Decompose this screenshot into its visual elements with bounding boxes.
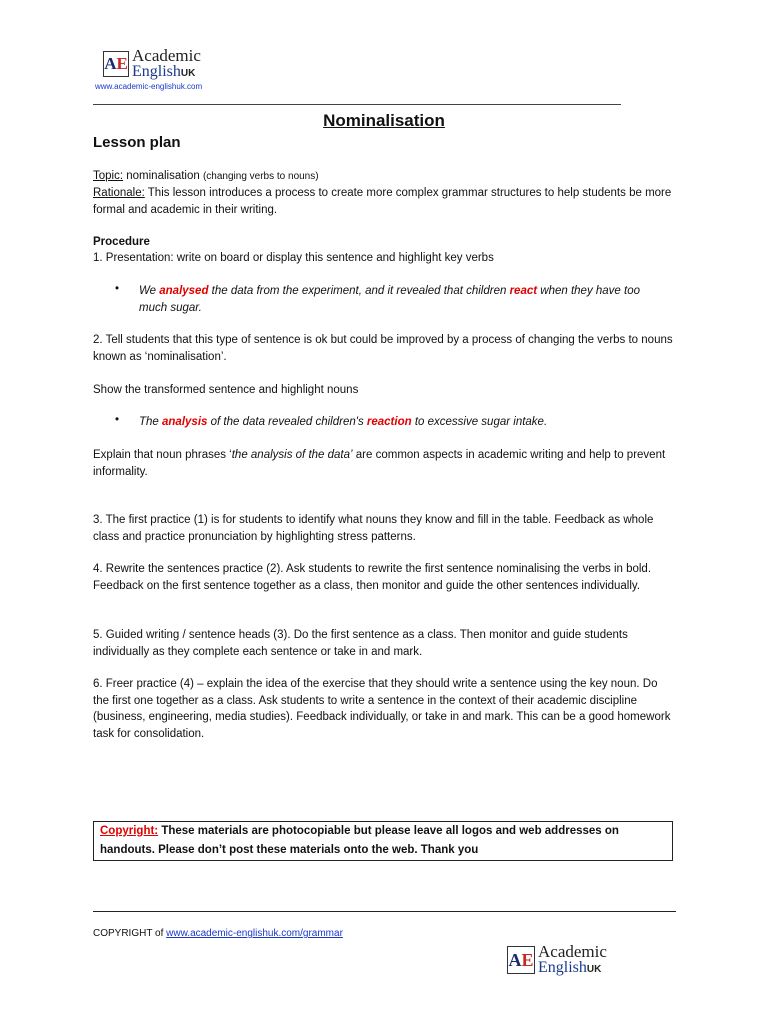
step-2: 2. Tell students that this type of sentence is ok but could be improved by a process of changing the verbs to nouns known as ‘nominalisation’. [93,334,673,363]
explain-paragraph [93,447,673,480]
example1-pre: We [139,285,160,297]
footer-logo-uk: UK [586,964,602,975]
example-sentence-verbs [139,283,664,316]
logo-uk: UK [180,68,196,79]
procedure-heading: Procedure [93,236,150,248]
copyright-label: Copyright: [100,825,159,837]
footer-logo-line1: Academic [538,942,607,961]
step-3: 3. The first practice (1) is for students to identify what nouns they know and fill in the table. Feedback as whole class and practice pronunciation by highlighting stress patterns. [93,514,654,543]
example2-mid: of the data revealed children's [207,416,367,428]
footer-logo-text [538,943,607,976]
example1-post: when they have too much sugar. [139,285,641,314]
footer-logo-mark [507,946,535,974]
footer-copyright [93,928,343,939]
logo-mark-a: A [104,54,117,73]
logo-line1: Academic [132,46,201,65]
footer-prefix: COPYRIGHT of [93,928,167,939]
explain-pre: Explain that noun phrases ‘ [93,449,232,461]
bullet-2: • [115,414,120,426]
logo-line2: English [132,63,181,80]
topic-line [93,168,673,186]
topic-value: nominalisation [123,170,203,182]
logo-text [132,47,201,80]
footer-divider [93,911,676,912]
rationale-body: This lesson introduces a process to create more complex grammar structures to help students be more formal and academic in their writing. [93,187,672,216]
topic-label: Topic: [93,170,124,182]
footer-mark-e: E [521,949,534,970]
footer-mark-a: A [508,949,522,970]
header-divider [93,104,621,105]
footer-link[interactable]: www.academic-englishuk.com/grammar [166,928,343,939]
logo-mark [103,51,129,77]
explain-post: are common aspects in academic writing and help to prevent informality. [93,449,666,478]
verb-react: react [509,285,538,297]
footer-logo-line2-wrap [538,960,607,976]
header-logo[interactable] [103,47,201,80]
page-title: Nominalisation [323,111,445,130]
noun-reaction: reaction [366,416,412,428]
header-url[interactable]: www.academic-englishuk.com [95,82,203,91]
rationale-label: Rationale: [93,187,145,199]
bullet-1: • [115,283,120,295]
example1-mid: the data from the experiment, and it revealed that children [208,285,510,297]
show-transformed: Show the transformed sentence and highlight nouns [93,384,359,396]
rationale-text [93,185,673,218]
step-5: 5. Guided writing / sentence heads (3). Do the first sentence as a class. Then monitor and guide students individually as they complete each sentence or take in and mark. [93,629,628,658]
footer-logo[interactable] [507,943,607,976]
logo-line2-wrap [132,64,201,80]
step-6: 6. Freer practice (4) – explain the idea of the exercise that they should write a sentence using the key noun. Do the first one together as a class. Ask students to write a sentence in the context of their academic discipline (business, engineering, media studies). Feedback individually, or take in and mark. This can be a good homework task for consolidation. [93,678,671,740]
verb-analysed: analysed [159,285,209,297]
example2-post: to excessive sugar intake. [411,416,548,428]
example-sentence-nouns [139,414,664,431]
logo-mark-e: E [116,54,128,73]
topic-note: (changing verbs to nouns) [202,171,319,182]
copyright-box [93,821,673,861]
footer-logo-line2: English [538,959,587,976]
copyright-text: These materials are photocopiable but please leave all logos and web addresses on handouts. Please don’t post these materials onto the web. Thank you [100,825,619,856]
step-1: 1. Presentation: write on board or display this sentence and highlight key verbs [93,252,494,264]
noun-analysis: analysis [162,416,208,428]
example2-pre: The [139,416,163,428]
step-4: 4. Rewrite the sentences practice (2). Ask students to rewrite the first sentence nominalising the verbs in bold. Feedback on the first sentence together as a class, then monitor and guide the other sentences individually. [93,563,652,592]
lesson-plan-heading: Lesson plan [93,134,181,151]
explain-phrase: the analysis of the data’ [231,449,353,461]
